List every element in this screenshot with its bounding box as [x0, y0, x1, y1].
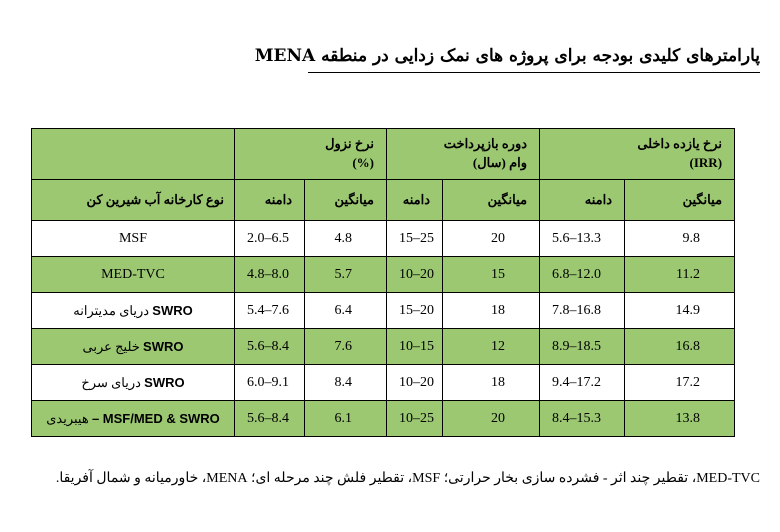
- irr-mean-cell: 17.2: [625, 365, 735, 401]
- irr-mean-cell: 14.9: [625, 293, 735, 329]
- payback-range-header: دامنه: [387, 180, 443, 221]
- irr-header-line2: (IRR): [689, 155, 723, 170]
- irr-range-cell: 6.8–12.0: [540, 257, 625, 293]
- plant-type-cell: [32, 365, 235, 401]
- irr-range-cell: 7.8–16.8: [540, 293, 625, 329]
- plant-type-cell: [32, 293, 235, 329]
- discount-range-cell: 5.6–8.4: [235, 329, 305, 365]
- payback-range-cell: 10–25: [387, 401, 443, 437]
- plant-type-location: دریای مدیترانه: [73, 302, 153, 318]
- irr-mean-cell: 13.8: [625, 401, 735, 437]
- table-row: [32, 365, 735, 401]
- payback-header-line2: وام (سال): [472, 155, 528, 170]
- irr-range-cell: 9.4–17.2: [540, 365, 625, 401]
- plant-type-header: نوع کارخانه آب شیرین کن: [32, 180, 235, 221]
- payback-mean-header: میانگین: [443, 180, 540, 221]
- payback-range-cell: 10–20: [387, 257, 443, 293]
- irr-mean-cell: 16.8: [625, 329, 735, 365]
- table-row: [32, 401, 735, 437]
- table-row: [32, 293, 735, 329]
- discount-mean-cell: 5.7: [305, 257, 387, 293]
- payback-range-cell: 10–15: [387, 329, 443, 365]
- payback-mean-cell: 18: [443, 293, 540, 329]
- plant-type-acronym: SWRO: [152, 302, 193, 318]
- irr-mean-cell: 11.2: [625, 257, 735, 293]
- discount-range-header: دامنه: [235, 180, 305, 221]
- discount-header: [235, 129, 387, 180]
- table-row: [32, 257, 735, 293]
- irr-header: [540, 129, 735, 180]
- payback-header: [387, 129, 540, 180]
- plant-type-acronym: SWRO: [143, 338, 184, 354]
- discount-header-line1: نرخ نزول: [325, 136, 375, 152]
- discount-mean-cell: 6.4: [305, 293, 387, 329]
- payback-mean-cell: 12: [443, 329, 540, 365]
- plant-type-cell: [32, 329, 235, 365]
- discount-mean-cell: 7.6: [305, 329, 387, 365]
- payback-mean-cell: 20: [443, 401, 540, 437]
- empty-corner-cell: [32, 129, 235, 180]
- plant-type-cell: MED-TVC: [32, 257, 235, 293]
- title-underline: [308, 72, 760, 73]
- irr-header-line1: نرخ یازده داخلی: [637, 136, 723, 152]
- discount-range-cell: 2.0–6.5: [235, 221, 305, 257]
- plant-type-acronym: MSF/MED & SWRO –: [91, 410, 220, 426]
- payback-mean-cell: 15: [443, 257, 540, 293]
- payback-header-line1: دوره بازپرداخت: [443, 136, 528, 152]
- footnote: MED-TVC، تقطیر چند اثر - فشرده سازی بخار حرارتی؛ MSF، تقطیر فلش چند مرحله ای؛ MENA، خاورمیانه و شمال آفریقا.: [55, 471, 760, 486]
- group-header-row: [32, 129, 735, 180]
- discount-header-line2: (%): [352, 155, 375, 170]
- page-title: پارامترهای کلیدی بودجه برای پروژه های نمک زدایی در منطقه MENA: [254, 46, 760, 66]
- payback-range-cell: 15–25: [387, 221, 443, 257]
- discount-range-cell: 5.4–7.6: [235, 293, 305, 329]
- table-row: [32, 221, 735, 257]
- discount-range-cell: 6.0–9.1: [235, 365, 305, 401]
- sub-header-row: [32, 180, 735, 221]
- discount-mean-cell: 4.8: [305, 221, 387, 257]
- irr-range-cell: 8.4–15.3: [540, 401, 625, 437]
- table-row: [32, 329, 735, 365]
- plant-type-location: خلیج عربی: [82, 338, 144, 354]
- payback-mean-cell: 18: [443, 365, 540, 401]
- irr-mean-cell: 9.8: [625, 221, 735, 257]
- payback-range-cell: 15–20: [387, 293, 443, 329]
- plant-type-location: هیبریدی: [46, 410, 92, 426]
- irr-range-cell: 5.6–13.3: [540, 221, 625, 257]
- plant-type-acronym: SWRO: [144, 374, 185, 390]
- discount-range-cell: 5.6–8.4: [235, 401, 305, 437]
- discount-mean-cell: 6.1: [305, 401, 387, 437]
- budget-parameters-table: [31, 128, 735, 437]
- discount-mean-header: میانگین: [305, 180, 387, 221]
- irr-mean-header: میانگین: [625, 180, 735, 221]
- irr-range-header: دامنه: [540, 180, 625, 221]
- discount-mean-cell: 8.4: [305, 365, 387, 401]
- payback-mean-cell: 20: [443, 221, 540, 257]
- plant-type-location: دریای سرخ: [81, 374, 145, 390]
- payback-range-cell: 10–20: [387, 365, 443, 401]
- plant-type-cell: [32, 401, 235, 437]
- irr-range-cell: 8.9–18.5: [540, 329, 625, 365]
- discount-range-cell: 4.8–8.0: [235, 257, 305, 293]
- plant-type-cell: MSF: [32, 221, 235, 257]
